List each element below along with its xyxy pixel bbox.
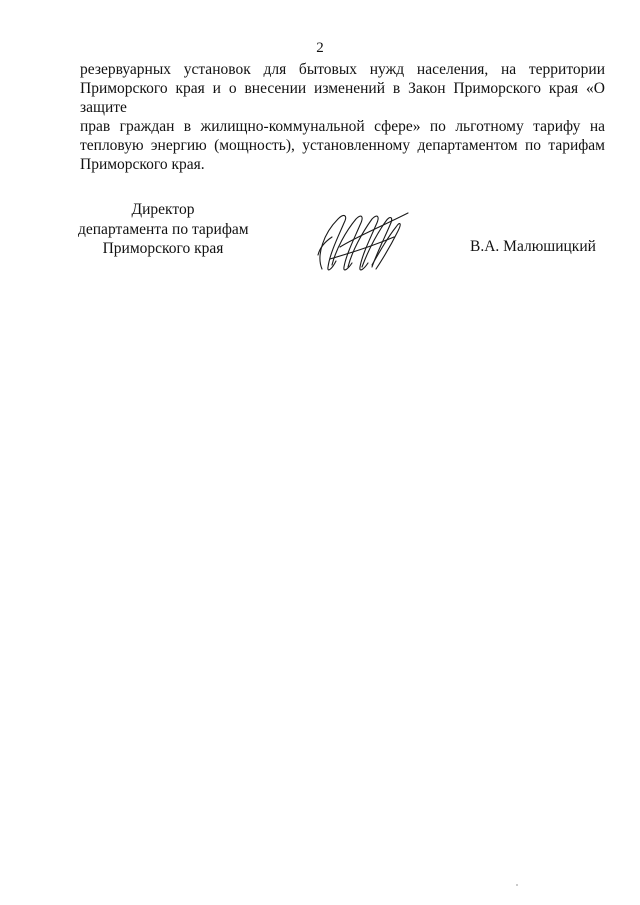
signer-position-line: Приморского края	[102, 240, 224, 257]
signer-position	[78, 200, 248, 259]
handwritten-signature-icon	[310, 207, 415, 277]
body-text-line: прав граждан в жилищно-коммунальной сфере» по льготному тарифу на	[80, 118, 605, 135]
body-text-line: Приморского края и о внесении изменений в Закон Приморского края «О защите	[80, 80, 605, 116]
document-body-text	[80, 60, 605, 174]
signer-position-line: департамента по тарифам	[78, 220, 249, 238]
body-text-line: Приморского края.	[80, 156, 205, 173]
signer-name: В.А. Малюшицкий	[470, 238, 596, 255]
scan-speck	[516, 884, 518, 886]
body-text-line: тепловую энергию (мощность), установленному департаментом по тарифам	[80, 137, 605, 154]
signer-position-line: Директор	[131, 201, 195, 218]
body-text-line: резервуарных установок для бытовых нужд населения, на территории	[80, 61, 605, 78]
page-number: 2	[316, 40, 324, 56]
